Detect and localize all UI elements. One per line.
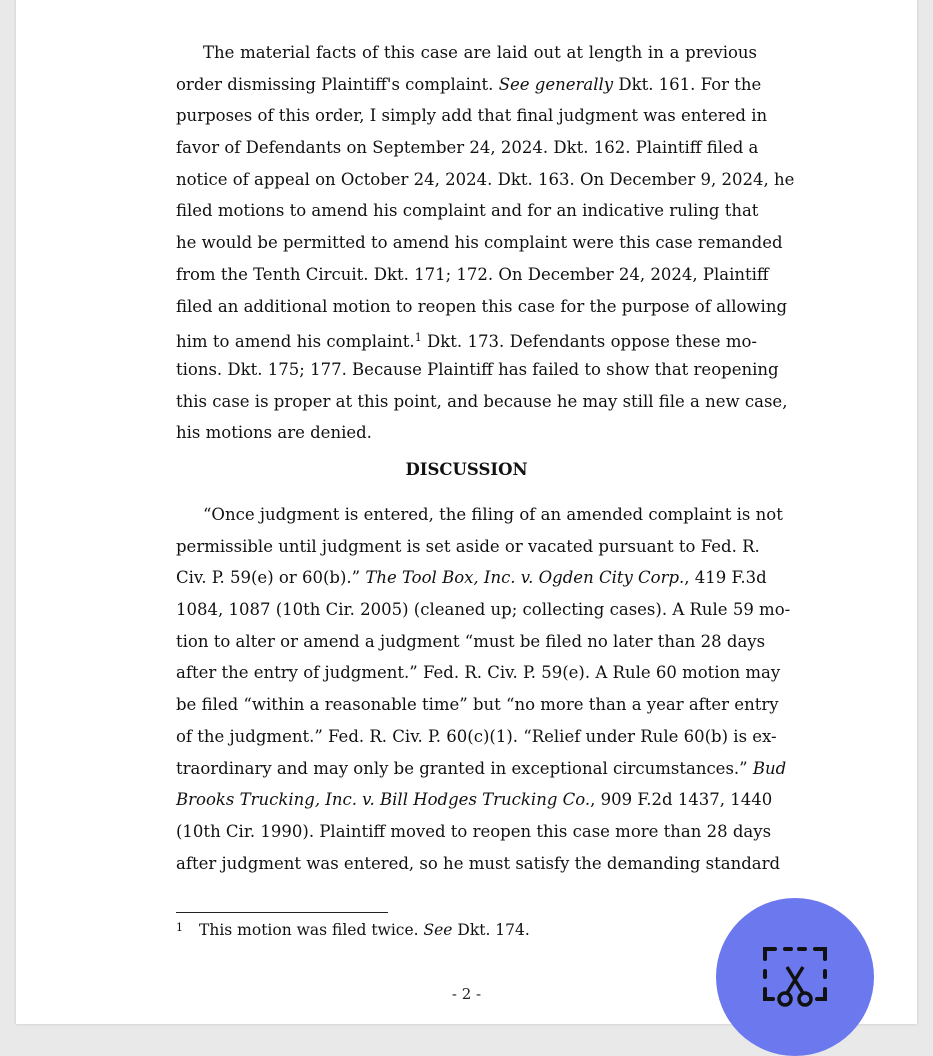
text-line: purposes of this order, I simply add that final judgment was entered in — [176, 106, 768, 126]
page-number: - 2 - — [451, 985, 482, 1003]
text-line: after the entry of judgment.” Fed. R. Civ. P. 59(e). A Rule 60 motion may — [176, 663, 781, 683]
paragraph-facts — [176, 37, 795, 449]
text-line: permissible until judgment is set aside or vacated pursuant to Fed. R. — [176, 536, 760, 556]
text-line: favor of Defendants on September 24, 2024. Dkt. 162. Plaintiff filed a — [176, 138, 759, 158]
screenshot-capture-button[interactable] — [716, 898, 874, 1056]
text-line: he would be permitted to amend his complaint were this case remanded — [176, 233, 783, 253]
text-line: this case is proper at this point, and because he may still file a new case, — [176, 391, 788, 411]
footnote-text: This motion was filed twice. See Dkt. 174. — [199, 921, 530, 939]
text-line: filed an additional motion to reopen this case for the purpose of allowing — [176, 296, 788, 316]
text-line: after judgment was entered, so he must satisfy the demanding standard — [176, 853, 781, 873]
text-line: The material facts of this case are laid out at length in a previous — [203, 43, 757, 62]
text-line: traordinary and may only be granted in exceptional circumstances.” Bud — [176, 758, 787, 778]
text-line: 1084, 1087 (10th Cir. 2005) (cleaned up; collecting cases). A Rule 59 mo- — [176, 600, 791, 620]
text-line: filed motions to amend his complaint and for an indicative ruling that — [176, 201, 759, 221]
text-line: order dismissing Plaintiff's complaint. See generally Dkt. 161. For the — [176, 74, 762, 94]
paragraph-discussion — [176, 499, 791, 879]
text-line: tions. Dkt. 175; 177. Because Plaintiff has failed to show that reopening — [176, 359, 779, 379]
footnote — [176, 921, 530, 939]
text-line: be filed “within a reasonable time” but “no more than a year after entry — [176, 695, 779, 715]
section-heading: DISCUSSION — [405, 460, 528, 479]
footnote-divider — [176, 912, 388, 913]
text-line: “Once judgment is entered, the filing of an amended complaint is not — [203, 505, 783, 524]
text-line: Brooks Trucking, Inc. v. Bill Hodges Trucking Co., 909 F.2d 1437, 1440 — [176, 790, 773, 810]
text-line: tion to alter or amend a judgment “must be filed no later than 28 days — [176, 631, 766, 651]
screenshot-scissors-icon — [761, 943, 829, 1011]
text-line: notice of appeal on October 24, 2024. Dkt. 163. On December 9, 2024, he — [176, 169, 795, 189]
text-line: him to amend his complaint.$^1$ Dkt. 173. Defendants oppose these mo- — [176, 331, 757, 352]
footnote-number: 1 — [176, 921, 183, 934]
text-line: of the judgment.” Fed. R. Civ. P. 60(c)(1). “Relief under Rule 60(b) is ex- — [176, 726, 777, 746]
text-line: Civ. P. 59(e) or 60(b).” The Tool Box, Inc. v. Ogden City Corp., 419 F.3d — [176, 568, 767, 588]
text-line: (10th Cir. 1990). Plaintiff moved to reopen this case more than 28 days — [176, 821, 772, 841]
text-line: from the Tenth Circuit. Dkt. 171; 172. On December 24, 2024, Plaintiff — [176, 264, 769, 284]
text-line: his motions are denied. — [176, 423, 372, 443]
